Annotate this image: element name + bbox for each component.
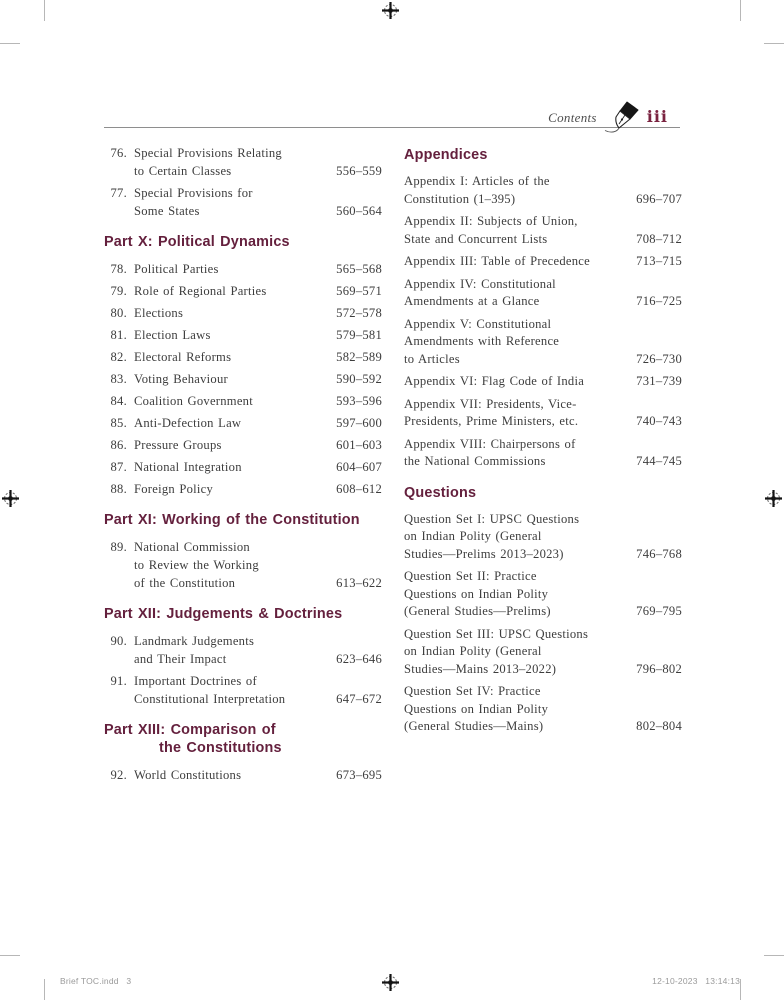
entry-pages: 601–603: [336, 438, 382, 452]
entry-title-line: Anti-Defection Law: [134, 416, 242, 430]
entry-title-line: Appendix V: Constitutional: [404, 316, 552, 331]
registration-mark-left-icon: [2, 490, 19, 507]
entry-title-line: Appendix II: Subjects of Union,: [404, 214, 578, 228]
entry-title-line: Foreign Policy: [134, 482, 214, 496]
entry-title-line: Appendix III: Table of Precedence: [404, 254, 590, 268]
toc-entry: [104, 260, 382, 278]
entry-number: 78.: [110, 262, 127, 276]
entry-pages: 572–578: [336, 306, 382, 320]
crop-mark-top-left-h: [0, 43, 20, 44]
toc-entry: [404, 396, 682, 431]
entry-title-line: Appendix VII: Presidents, Vice-: [404, 396, 577, 411]
toc-entry: [104, 480, 382, 498]
entry-title-line: on Indian Polity (General: [404, 644, 542, 658]
entry-title-line: Appendix VIII: Chairpersons of: [404, 436, 576, 451]
entry-title-line: on Indian Polity (General: [404, 529, 542, 543]
entry-title-line: Appendix I: Articles of the: [404, 174, 550, 188]
crop-mark-top-right-v: [740, 0, 741, 21]
toc-entry: [404, 373, 682, 391]
entry-pages: 746–768: [636, 546, 682, 561]
entry-title-line: Appendix VI: Flag Code of India: [404, 374, 585, 388]
toc-entry: [404, 436, 682, 471]
section-heading: Part XI: Working of the Constitution: [104, 512, 360, 528]
entry-pages: 716–725: [636, 294, 682, 308]
fountain-pen-icon: [603, 101, 643, 135]
entry-pages: 604–607: [336, 460, 382, 474]
entry-title-line: Question Set II: Practice: [404, 569, 537, 583]
entry-title-line: Election Laws: [134, 328, 211, 342]
toc-entry: [104, 672, 382, 708]
crop-mark-bottom-right-h: [764, 955, 784, 956]
running-head-title: Contents: [548, 110, 597, 125]
entry-title-line: Question Set I: UPSC Questions: [404, 511, 580, 526]
entry-pages: 708–712: [636, 231, 682, 246]
entry-pages: 802–804: [636, 719, 682, 733]
entry-title-line: Constitutional Interpretation: [134, 692, 286, 706]
toc-entry: [104, 304, 382, 322]
entry-pages: 608–612: [336, 482, 382, 496]
entry-title-line: Landmark Judgements: [134, 634, 255, 648]
toc-entry: [404, 511, 682, 564]
entry-pages: 726–730: [636, 351, 682, 366]
entry-title-line: Special Provisions for: [134, 186, 253, 200]
entry-pages: 597–600: [336, 416, 382, 430]
entry-title-line: Role of Regional Parties: [134, 284, 267, 298]
toc-entry: [104, 392, 382, 410]
footer-timestamp: 12-10-2023 13:14:13: [652, 976, 740, 986]
entry-title-line: Questions on Indian Polity: [404, 586, 549, 601]
toc-entry: [404, 253, 682, 271]
entry-title-line: Questions on Indian Polity: [404, 701, 549, 716]
entry-title-line: the National Commissions: [404, 454, 546, 468]
toc-entry: [104, 370, 382, 388]
entry-number: 76.: [110, 146, 127, 160]
entry-number: 86.: [110, 438, 127, 452]
toc-entry: [104, 348, 382, 366]
entry-title-line: Important Doctrines of: [134, 674, 257, 688]
toc-entry: [404, 276, 682, 311]
entry-title-line: Studies—Prelims 2013–2023): [404, 546, 564, 561]
section-heading: Part X: Political Dynamics: [104, 234, 290, 250]
toc-entry: [104, 144, 382, 180]
toc-section: [104, 605, 382, 708]
entry-number: 91.: [110, 674, 127, 688]
entry-pages: 565–568: [336, 262, 382, 276]
entry-title-line: National Integration: [134, 460, 242, 474]
entry-title-line: (General Studies—Prelims): [404, 604, 551, 618]
entry-title-line: World Constitutions: [134, 768, 242, 782]
entry-number: 82.: [110, 350, 127, 364]
entry-pages: 713–715: [636, 254, 682, 268]
entry-pages: 569–571: [336, 284, 382, 298]
section-heading: Part XII: Judgements & Doctrines: [104, 606, 343, 622]
entry-title-line: State and Concurrent Lists: [404, 231, 548, 246]
toc-entry: [404, 173, 682, 208]
entry-title-line: Question Set III: UPSC Questions: [404, 626, 589, 641]
crop-mark-top-right-h: [764, 43, 784, 44]
entry-number: 89.: [110, 540, 127, 554]
section-heading: Part XIII: Comparison of the Constitutions: [104, 722, 282, 756]
entry-pages: 579–581: [336, 328, 382, 342]
crop-mark-bottom-left-h: [0, 955, 20, 956]
entry-title-line: to Certain Classes: [134, 164, 232, 178]
entry-pages: 731–739: [636, 374, 682, 388]
toc-right-column: [404, 146, 682, 741]
entry-pages: 744–745: [636, 454, 682, 468]
entry-pages: 796–802: [636, 661, 682, 676]
entry-title-line: Presidents, Prime Ministers, etc.: [404, 414, 579, 428]
entry-pages: 593–596: [336, 394, 382, 408]
entry-number: 92.: [110, 768, 127, 782]
entry-title-line: Amendments with Reference: [404, 334, 560, 348]
entry-title-line: National Commission: [134, 540, 250, 554]
page-number: iii: [646, 107, 668, 126]
entry-number: 88.: [110, 482, 127, 496]
entry-title-line: Studies—Mains 2013–2022): [404, 661, 557, 676]
toc-section: [404, 484, 682, 736]
toc-section: [104, 721, 382, 784]
entry-pages: 556–559: [336, 164, 382, 178]
toc-section: [404, 146, 682, 471]
entry-title-line: Electoral Reforms: [134, 350, 232, 364]
entry-title-line: to Articles: [404, 351, 460, 366]
entry-number: 79.: [110, 284, 127, 298]
crop-mark-bottom-right-v: [740, 979, 741, 1000]
toc-section: [104, 233, 382, 498]
entry-pages: 623–646: [336, 652, 382, 666]
crop-mark-top-left-v: [44, 0, 45, 21]
toc-entry: [404, 626, 682, 679]
toc-entry: [404, 213, 682, 248]
entry-title-line: and Their Impact: [134, 652, 227, 666]
toc-entry: [104, 414, 382, 432]
entry-title-line: of the Constitution: [134, 576, 236, 590]
footer-filename: Brief TOC.indd 3: [60, 976, 132, 986]
section-heading: Questions: [404, 484, 477, 501]
toc-entry: [404, 316, 682, 369]
entry-pages: 582–589: [336, 350, 382, 364]
toc-entry: [104, 184, 382, 220]
entry-title-line: Special Provisions Relating: [134, 146, 282, 160]
toc-entry: [404, 683, 682, 736]
entry-pages: 590–592: [336, 372, 382, 386]
entry-title-line: Appendix IV: Constitutional: [404, 276, 556, 291]
entry-title-line: Constitution (1–395): [404, 191, 516, 206]
page-header: [104, 98, 680, 128]
entry-title-line: Elections: [134, 306, 184, 320]
entry-number: 80.: [110, 306, 127, 320]
entry-title-line: (General Studies—Mains): [404, 719, 544, 733]
toc-section: [104, 511, 382, 592]
entry-number: 81.: [110, 328, 127, 342]
toc-entry: [104, 632, 382, 668]
registration-mark-top-icon: [382, 2, 399, 19]
toc-entry: [104, 766, 382, 784]
crop-mark-bottom-left-v: [44, 979, 45, 1000]
registration-mark-right-icon: [765, 490, 782, 507]
entry-title-line: Amendments at a Glance: [404, 294, 540, 308]
entry-number: 87.: [110, 460, 127, 474]
entry-number: 77.: [110, 186, 127, 200]
toc-entry: [104, 282, 382, 300]
entry-number: 90.: [110, 634, 127, 648]
entry-title-line: to Review the Working: [134, 558, 259, 572]
entry-number: 84.: [110, 394, 127, 408]
toc-entry: [104, 538, 382, 592]
toc-section: [104, 144, 382, 220]
entry-pages: 740–743: [636, 414, 682, 428]
entry-title-line: Pressure Groups: [134, 438, 222, 452]
toc-left-column: [104, 144, 382, 788]
toc-entry: [404, 568, 682, 621]
entry-title-line: Voting Behaviour: [134, 372, 228, 386]
entry-number: 85.: [110, 416, 127, 430]
entry-title-line: Some States: [134, 204, 200, 218]
entry-pages: 769–795: [636, 604, 682, 618]
entry-title-line: Political Parties: [134, 262, 219, 276]
toc-entry: [104, 326, 382, 344]
toc-entry: [104, 436, 382, 454]
entry-pages: 673–695: [336, 768, 382, 782]
section-heading: Appendices: [404, 147, 488, 163]
entry-pages: 560–564: [336, 204, 382, 218]
registration-mark-bottom-icon: [382, 974, 399, 991]
entry-pages: 647–672: [336, 692, 382, 706]
entry-number: 83.: [110, 372, 127, 386]
entry-title-line: Coalition Government: [134, 394, 253, 408]
entry-pages: 696–707: [636, 191, 682, 206]
entry-title-line: Question Set IV: Practice: [404, 684, 541, 698]
entry-pages: 613–622: [336, 576, 382, 590]
toc-entry: [104, 458, 382, 476]
